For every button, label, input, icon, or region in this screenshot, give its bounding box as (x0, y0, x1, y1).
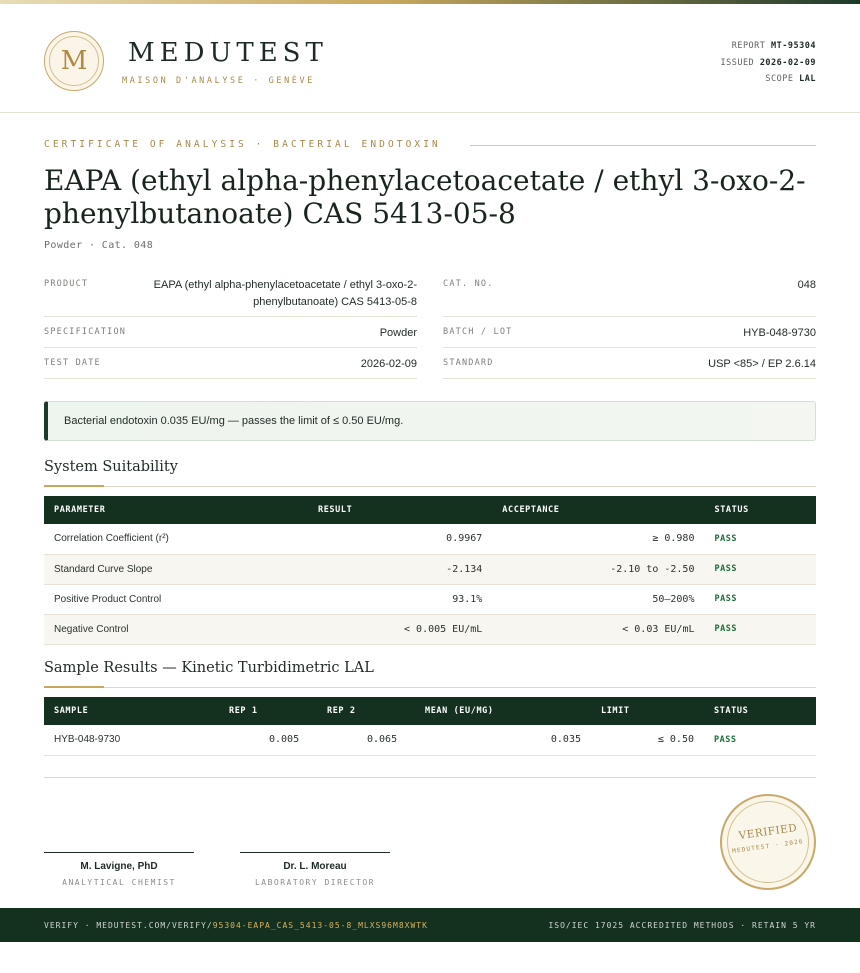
cell-parameter: Positive Product Control (54, 593, 162, 605)
col-rep1: REP 1 (229, 706, 258, 716)
col-status: STATUS (714, 505, 749, 515)
brand-name: MEDUTEST (128, 38, 328, 68)
stamp-text: VERIFIED (738, 821, 798, 843)
status-badge: PASS (714, 624, 737, 634)
cell-rep2: 0.065 (367, 734, 398, 746)
cell-acceptance: ≥ 0.980 (652, 533, 695, 545)
report-meta (720, 38, 816, 88)
report-meta-report: REPORT MT-95304 (731, 41, 816, 51)
field-label: TEST DATE (44, 358, 101, 368)
page-title: EAPA (ethyl alpha-phenylacetoacetate / ethyl 3-oxo-2-phenylbutanoate) CAS 5413-05-8 (44, 164, 806, 230)
field-standard (443, 356, 816, 379)
suitability-accent (44, 485, 104, 487)
samples-rule (44, 687, 816, 688)
field-cat-no (443, 277, 816, 317)
col-acceptance: ACCEPTANCE (502, 505, 560, 515)
table-header-row (44, 496, 816, 524)
content-end-divider (44, 777, 816, 778)
signature-block-chemist (44, 852, 194, 887)
status-badge: PASS (714, 533, 737, 544)
samples-title: Sample Results — Kinetic Turbidimetric LAL (44, 660, 374, 676)
samples-accent (44, 686, 104, 688)
suitability-title: System Suitability (44, 459, 178, 475)
signature-block-director (240, 852, 390, 887)
field-label: CAT. NO. (443, 279, 494, 289)
field-value: HYB-048-9730 (743, 327, 816, 339)
cell-limit: ≤ 0.50 (657, 734, 694, 746)
col-parameter: PARAMETER (54, 505, 106, 515)
field-batch-lot (443, 325, 816, 348)
col-sample: SAMPLE (54, 706, 89, 716)
issued-date: 2026-02-09 (759, 57, 816, 68)
signatory-name: Dr. L. Moreau (283, 861, 347, 872)
report-number: MT-95304 (771, 41, 816, 51)
field-value: 2026-02-09 (360, 358, 417, 370)
table-row (44, 554, 816, 584)
report-meta-scope: SCOPE LAL (765, 74, 816, 84)
cell-sample: HYB-048-9730 (54, 734, 121, 746)
signatory-name: M. Lavigne, PhD (80, 861, 158, 872)
verified-stamp-icon (720, 794, 816, 890)
signature-line (44, 852, 194, 853)
field-value: 048 (797, 279, 816, 291)
samples-table (44, 697, 816, 756)
col-result: RESULT (317, 505, 353, 515)
brand-tagline: MAISON D'ANALYSE · GENÈVE (122, 76, 315, 86)
signature-line (240, 852, 390, 853)
table-header-row (44, 697, 816, 725)
kicker-divider (470, 145, 816, 146)
cell-result: 0.9967 (446, 533, 483, 545)
col-status: STATUS (714, 706, 749, 716)
table-row (44, 584, 816, 614)
cell-parameter: Standard Curve Slope (54, 563, 153, 575)
suitability-rule (44, 486, 816, 487)
field-product (44, 277, 417, 317)
suitability-table (44, 496, 816, 645)
brand-seal-icon (44, 31, 104, 91)
cell-result: < 0.005 EU/mL (404, 623, 483, 635)
cell-result: -2.134 (446, 563, 483, 575)
document-kicker: CERTIFICATE OF ANALYSIS · BACTERIAL ENDOTOXIN (44, 139, 441, 150)
field-label: PRODUCT (44, 279, 89, 289)
signatory-role: LABORATORY DIRECTOR (254, 878, 375, 887)
seal-letter: M (49, 36, 99, 86)
cell-acceptance: 50–200% (652, 593, 695, 605)
field-value: EAPA (ethyl alpha-phenylacetoacetate / ethyl 3-oxo-2-phenylbutanoate) CAS 5413-05-8 (153, 279, 417, 308)
verify-link[interactable] (44, 921, 428, 930)
scope-value: LAL (799, 74, 816, 84)
field-label: BATCH / LOT (443, 327, 513, 337)
result-banner-text: Bacterial endotoxin 0.035 EU/mg — passes the limit of ≤ 0.50 EU/mg. (64, 415, 404, 427)
field-label: STANDARD (443, 358, 494, 368)
footer (0, 908, 860, 942)
field-label: SPECIFICATION (44, 327, 127, 337)
table-row (44, 614, 816, 644)
field-specification (44, 325, 417, 348)
verify-prefix: VERIFY · MEDUTEST.COM/VERIFY/ (44, 921, 213, 930)
cell-parameter: Negative Control (54, 623, 129, 635)
field-test-date (44, 356, 417, 379)
cell-acceptance: < 0.03 EU/mL (622, 623, 695, 635)
cell-acceptance: -2.10 to -2.50 (610, 563, 695, 575)
col-limit: LIMIT (601, 706, 630, 716)
col-mean: MEAN (EU/MG) (425, 706, 494, 716)
status-badge: PASS (714, 564, 737, 574)
cell-result: 93.1% (452, 593, 483, 605)
signatory-role: ANALYTICAL CHEMIST (62, 878, 176, 887)
field-value: Powder (379, 327, 417, 339)
field-value: USP <85> / EP 2.6.14 (708, 358, 816, 370)
header (0, 4, 860, 113)
verify-code: 95304-EAPA_CAS_5413-05-8_MLXS96M8XWTK (212, 921, 428, 930)
col-rep2: REP 2 (327, 706, 356, 716)
result-banner (44, 401, 816, 441)
stamp-subtext: MEDUTEST · 2026 (731, 838, 805, 855)
cell-rep1: 0.005 (269, 734, 300, 746)
page-subtitle: Powder · Cat. 048 (44, 240, 154, 251)
cell-mean: 0.035 (550, 734, 581, 746)
report-meta-issued: ISSUED 2026-02-09 (720, 57, 816, 68)
accreditation-note: ISO/IEC 17025 ACCREDITED METHODS · RETAIN 5 YR (548, 921, 816, 930)
cell-parameter: Correlation Coefficient (r²) (54, 533, 169, 545)
status-badge: PASS (714, 734, 737, 745)
status-badge: PASS (714, 594, 737, 604)
table-row (44, 524, 816, 554)
table-row (44, 725, 816, 755)
